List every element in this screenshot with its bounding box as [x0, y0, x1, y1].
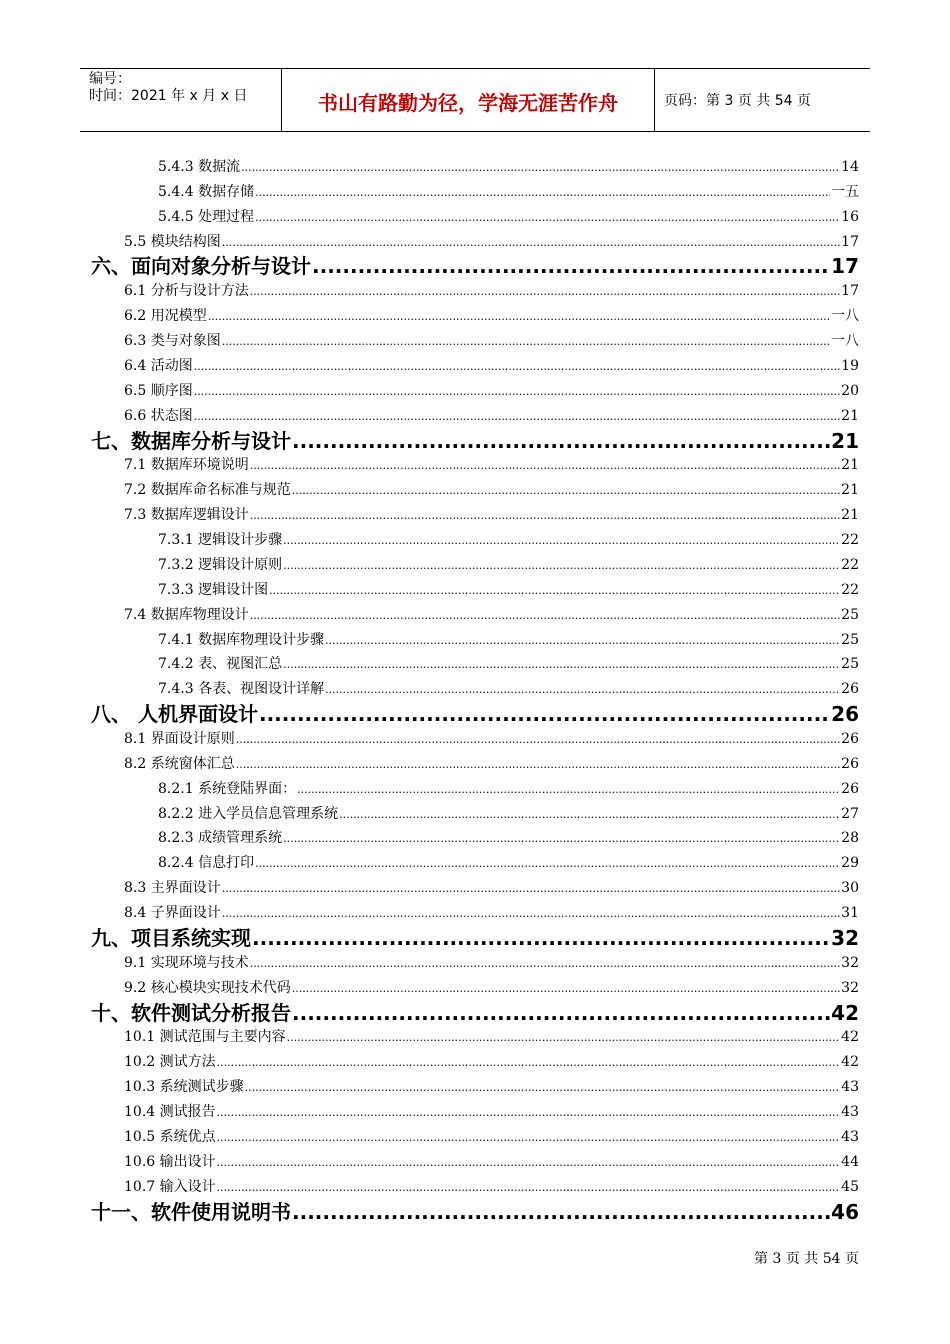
toc-entry-page: 14: [841, 159, 859, 175]
toc-entry-page: 42: [841, 1029, 859, 1046]
toc-dot-leader: [217, 1125, 841, 1150]
toc-entry-title: 6.3 类与对象图: [124, 333, 221, 350]
toc-entry-title: 8.2.2 进入学员信息管理系统: [158, 805, 339, 822]
toc-dot-leader: [222, 230, 840, 255]
toc-dot-leader: [325, 677, 840, 702]
toc-entry-page: 一五: [831, 183, 859, 200]
toc-entry[interactable]: [91, 254, 859, 279]
toc-dot-leader: [339, 802, 840, 827]
toc-entry-title: 十、软件测试分析报告: [91, 1000, 291, 1025]
toc-dot-leader: [312, 254, 830, 279]
toc-entry-title: 8.3 主界面设计: [124, 880, 221, 897]
toc-entry-title: 7.3.1 逻辑设计步骤: [158, 532, 283, 549]
toc-entry-page: 29: [841, 855, 859, 872]
toc-entry-title: 10.7 输入设计: [124, 1178, 216, 1195]
toc-dot-leader: [217, 1175, 841, 1200]
footer-page-info: 第 3 页 共 54 页: [754, 1251, 859, 1267]
toc-entry[interactable]: [158, 652, 859, 677]
toc-entry-page: 46: [831, 1199, 859, 1224]
toc-entry-page: 25: [841, 631, 859, 648]
toc-entry-title: 10.1 测试范围与主要内容: [124, 1029, 286, 1046]
toc-entry[interactable]: [158, 180, 859, 205]
toc-entry[interactable]: [124, 727, 859, 752]
toc-entry-page: 45: [841, 1178, 859, 1195]
toc-dot-leader: [283, 553, 840, 578]
toc-entry-page: 32: [841, 979, 859, 996]
toc-entry-page: 22: [841, 556, 859, 573]
toc-entry[interactable]: [124, 279, 859, 304]
toc-entry-page: 32: [841, 954, 859, 971]
toc-entry[interactable]: [124, 752, 859, 777]
toc-entry[interactable]: [124, 1150, 859, 1175]
toc-entry[interactable]: [124, 976, 859, 1001]
toc-dot-leader: [241, 155, 840, 180]
toc-entry-page: 26: [831, 702, 859, 727]
toc-entry[interactable]: [158, 802, 859, 827]
toc-dot-leader: [194, 379, 840, 404]
toc-entry-page: 27: [841, 805, 859, 822]
toc-entry-page: 30: [841, 880, 859, 897]
toc-entry[interactable]: [124, 379, 859, 404]
page-header: [80, 68, 870, 132]
toc-entry[interactable]: [124, 304, 859, 329]
toc-entry-title: 六、面向对象分析与设计: [91, 254, 311, 279]
toc-entry-page: 26: [841, 681, 859, 698]
toc-entry-page: 21: [841, 407, 859, 424]
toc-entry-title: 7.3 数据库逻辑设计: [124, 507, 249, 524]
toc-entry[interactable]: [124, 1025, 859, 1050]
toc-entry-title: 10.3 系统测试步骤: [124, 1079, 244, 1096]
toc-entry-title: 5.4.4 数据存储: [158, 183, 255, 200]
toc-entry-page: 16: [841, 208, 859, 225]
toc-entry-page: 一八: [831, 333, 859, 350]
toc-entry-page: 一八: [831, 308, 859, 325]
toc-entry[interactable]: [124, 603, 859, 628]
toc-entry-title: 10.6 输出设计: [124, 1153, 216, 1170]
toc-dot-leader: [222, 876, 840, 901]
toc-entry-page: 44: [841, 1153, 859, 1170]
toc-dot-leader: [325, 628, 840, 653]
toc-entry-page: 26: [841, 731, 859, 747]
toc-entry-title: 5.4.3 数据流: [158, 159, 241, 175]
toc-dot-leader: [292, 976, 840, 1001]
toc-entry-page: 43: [841, 1128, 859, 1145]
toc-dot-leader: [252, 926, 830, 951]
toc-entry[interactable]: [158, 826, 859, 851]
toc-entry-title: 7.4 数据库物理设计: [124, 606, 249, 623]
toc-dot-leader: [292, 1001, 830, 1026]
toc-entry[interactable]: [124, 1075, 859, 1100]
toc-entry-title: 6.6 状态图: [124, 407, 193, 424]
toc-entry-title: 10.2 测试方法: [124, 1054, 216, 1071]
toc-entry-title: 6.1 分析与设计方法: [124, 283, 249, 300]
toc-entry-title: 7.3.3 逻辑设计图: [158, 581, 269, 598]
toc-dot-leader: [283, 528, 840, 553]
toc-entry-page: 21: [841, 507, 859, 524]
toc-entry-page: 22: [841, 532, 859, 549]
toc-entry-page: 17: [841, 283, 859, 300]
toc-dot-leader: [194, 354, 840, 379]
document-date-label: 时间：2021 年 x 月 x 日: [89, 88, 248, 104]
toc-entry-title: 8.2.1 系统登陆界面：: [158, 780, 297, 797]
toc-dot-leader: [255, 180, 830, 205]
toc-entry-title: 9.1 实现环境与技术: [124, 954, 249, 971]
toc-dot-leader: [222, 901, 840, 926]
toc-entry[interactable]: [91, 926, 859, 951]
toc-entry-title: 6.2 用况模型: [124, 308, 207, 325]
toc-dot-leader: [245, 1075, 841, 1100]
toc-entry-title: 9.2 核心模块实现技术代码: [124, 979, 291, 996]
toc-entry-title: 7.1 数据库环境说明: [124, 457, 249, 474]
toc-entry-title: 7.3.2 逻辑设计原则: [158, 556, 283, 573]
toc-entry-page: 20: [841, 382, 859, 399]
toc-dot-leader: [217, 1100, 841, 1125]
toc-entry-page: 43: [841, 1104, 859, 1121]
toc-entry[interactable]: [124, 1175, 859, 1200]
toc-entry[interactable]: [124, 1100, 859, 1125]
toc-entry[interactable]: [158, 205, 859, 230]
toc-entry[interactable]: [124, 230, 859, 255]
toc-dot-leader: [250, 603, 840, 628]
header-motto: 书山有路勤为径，学海无涯苦作舟: [318, 91, 618, 115]
toc-entry[interactable]: [91, 429, 859, 454]
toc-entry-title: 8.4 子界面设计: [124, 905, 221, 922]
toc-dot-leader: [250, 453, 840, 478]
toc-entry-title: 7.4.2 表、视图汇总: [158, 656, 283, 673]
toc-dot-leader: [222, 329, 830, 354]
toc-entry[interactable]: [158, 578, 859, 603]
toc-dot-leader: [250, 503, 840, 528]
toc-entry-title: 6.4 活动图: [124, 357, 193, 374]
toc-entry-page: 31: [841, 905, 859, 922]
toc-entry-title: 10.4 测试报告: [124, 1104, 216, 1121]
toc-dot-leader: [283, 652, 840, 677]
toc-entry[interactable]: [124, 1050, 859, 1075]
toc-entry-page: 43: [841, 1079, 859, 1096]
toc-entry[interactable]: [124, 951, 859, 976]
toc-entry-title: 8.2.3 成绩管理系统: [158, 830, 283, 847]
toc-dot-leader: [217, 1050, 841, 1075]
toc-dot-leader: [236, 752, 840, 777]
toc-entry-page: 25: [841, 606, 859, 623]
toc-entry[interactable]: [158, 677, 859, 702]
toc-dot-leader: [292, 478, 840, 503]
toc-entry-page: 26: [841, 780, 859, 797]
toc-entry[interactable]: [124, 876, 859, 901]
toc-dot-leader: [194, 404, 840, 429]
toc-entry[interactable]: [91, 702, 859, 727]
toc-entry[interactable]: [158, 553, 859, 578]
toc-entry[interactable]: [124, 329, 859, 354]
toc-entry-page: 17: [831, 254, 859, 279]
toc-entry-page: 22: [841, 581, 859, 598]
toc-dot-leader: [250, 279, 840, 304]
toc-dot-leader: [217, 1150, 841, 1175]
toc-entry-page: 42: [841, 1054, 859, 1071]
toc-entry-page: 21: [841, 457, 859, 474]
toc-entry-page: 25: [841, 656, 859, 673]
toc-entry[interactable]: [124, 901, 859, 926]
toc-entry-title: 八、 人机界面设计: [91, 702, 258, 727]
toc-entry-title: 6.5 顺序图: [124, 382, 193, 399]
toc-entry-page: 17: [841, 233, 859, 250]
toc-dot-leader: [255, 205, 840, 230]
toc-dot-leader: [269, 578, 840, 603]
toc-entry-title: 5.4.5 处理过程: [158, 208, 255, 225]
toc-entry-title: 10.5 系统优点: [124, 1128, 216, 1145]
header-page-cell: [655, 69, 870, 131]
toc-dot-leader: [208, 304, 830, 329]
header-motto-cell: [282, 69, 655, 131]
toc-entry-title: 7.4.3 各表、视图设计详解: [158, 681, 325, 698]
toc-entry[interactable]: [158, 628, 859, 653]
toc-entry-title: 8.2 系统窗体汇总: [124, 755, 235, 772]
header-meta-cell: [80, 69, 282, 131]
toc-entry-title: 十一、软件使用说明书: [91, 1199, 291, 1224]
toc-dot-leader: [236, 727, 840, 752]
toc-dot-leader: [250, 951, 840, 976]
toc-entry-title: 7.2 数据库命名标准与规范: [124, 482, 291, 499]
toc-entry-page: 26: [841, 755, 859, 772]
toc-entry-title: 7.4.1 数据库物理设计步骤: [158, 631, 325, 648]
toc-dot-leader: [292, 1200, 830, 1225]
toc-entry[interactable]: [158, 851, 859, 876]
toc-entry-title: 九、项目系统实现: [91, 925, 251, 950]
document-number-label: 编号：: [89, 71, 131, 87]
toc-entry[interactable]: [91, 1200, 859, 1225]
toc-entry-page: 19: [841, 357, 859, 374]
toc-entry-title: 8.2.4 信息打印: [158, 855, 255, 872]
toc-entry-page: 21: [841, 482, 859, 499]
toc-dot-leader: [259, 702, 830, 727]
toc-entry-page: 32: [831, 925, 859, 950]
toc-dot-leader: [292, 429, 830, 454]
toc-entry[interactable]: [124, 478, 859, 503]
header-page-info: 页码：第 3 页 共 54 页: [664, 93, 811, 109]
toc-dot-leader: [255, 851, 840, 876]
toc-entry-title: 七、数据库分析与设计: [91, 428, 291, 453]
toc-entry[interactable]: [124, 503, 859, 528]
toc-entry[interactable]: [124, 404, 859, 429]
toc-entry[interactable]: [124, 453, 859, 478]
toc-dot-leader: [287, 1025, 841, 1050]
toc-dot-leader: [283, 826, 840, 851]
toc-entry-title: 5.5 模块结构图: [124, 233, 221, 250]
toc-entry[interactable]: [124, 354, 859, 379]
toc-entry-page: 21: [831, 428, 859, 453]
toc-entry-title: 8.1 界面设计原则: [124, 731, 235, 747]
toc-entry[interactable]: [91, 1001, 859, 1026]
toc-entry[interactable]: [158, 528, 859, 553]
toc-entry[interactable]: [124, 1125, 859, 1150]
toc-entry-page: 28: [841, 830, 859, 847]
toc-entry-page: 42: [831, 1000, 859, 1025]
toc-entry[interactable]: [158, 155, 859, 180]
toc-entry[interactable]: [158, 777, 859, 802]
toc-dot-leader: [297, 777, 840, 802]
